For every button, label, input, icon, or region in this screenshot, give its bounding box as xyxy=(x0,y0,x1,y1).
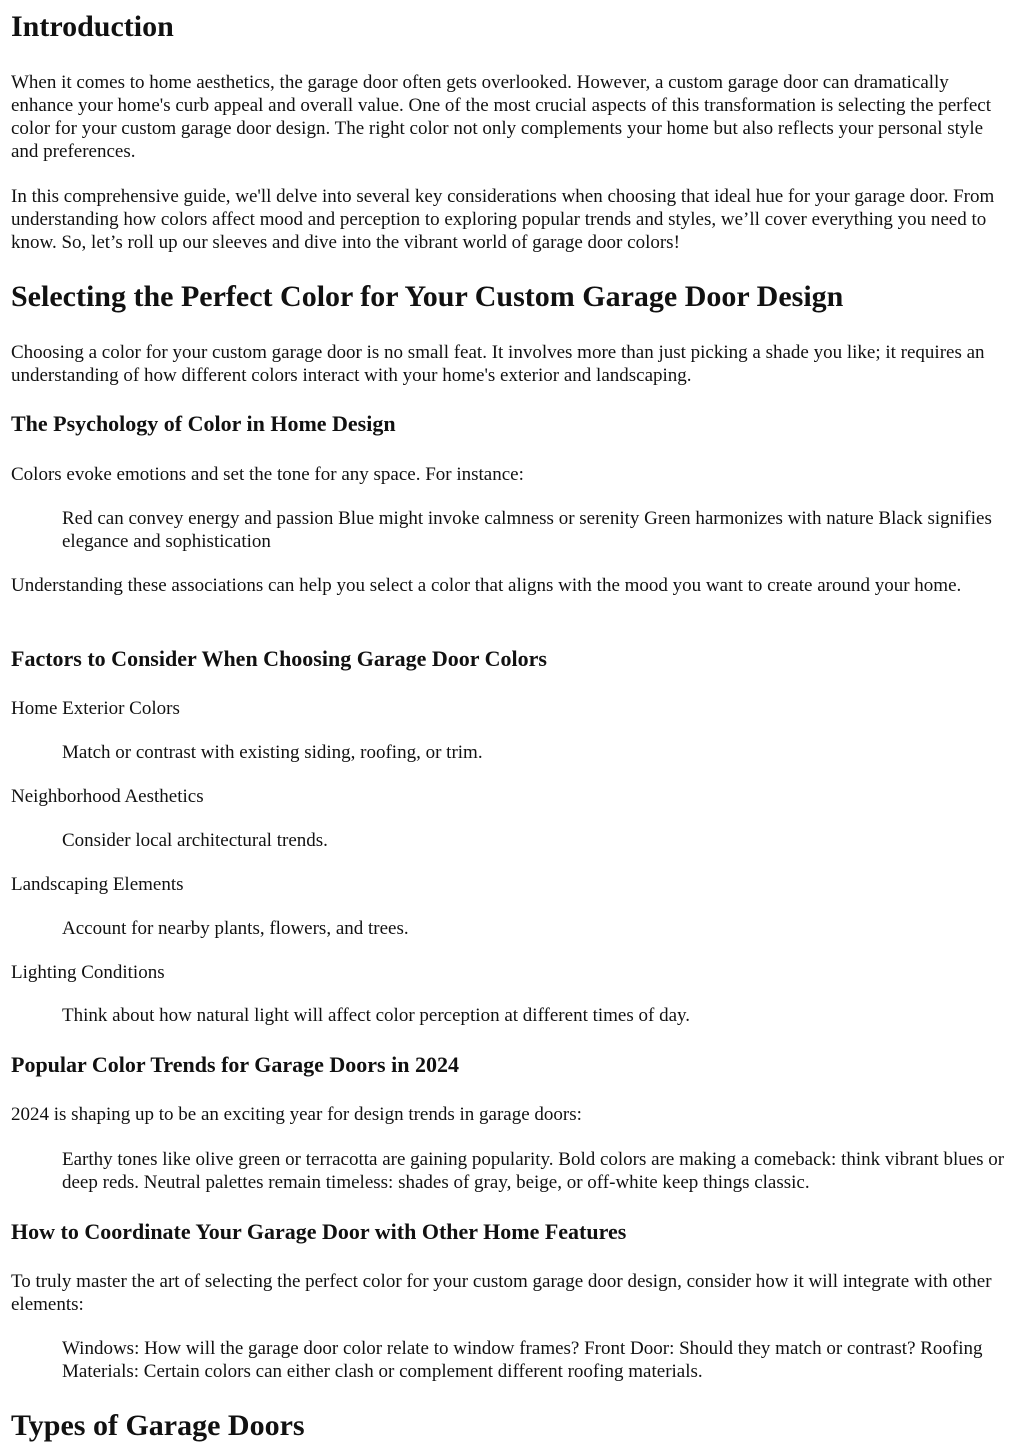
heading-coordinate: How to Coordinate Your Garage Door with Other Home Features xyxy=(11,1219,627,1244)
intro-paragraph-1: When it comes to home aesthetics, the garage door often gets overlooked. However, a custom garage door can dramatically enhance your home's curb appeal and overall value. One of the most crucial aspects of this transformation is selecting the perfect color for your custom garage door design. The right color not only complements your home but also reflects your personal style and preferences. xyxy=(11,72,991,162)
intro-paragraph-2: In this comprehensive guide, we'll delve into several key considerations when choosing that ideal hue for your garage door. From understanding how colors affect mood and perception to exploring popular trends and styles, we’ll cover everything you need to know. So, let’s roll up our sleeves and dive into the vibrant world of garage door colors! xyxy=(11,186,995,253)
factor-description: Account for nearby plants, flowers, and trees. xyxy=(62,918,409,939)
coordinate-paragraph: To truly master the art of selecting the perfect color for your custom garage door design, consider how it will integrate with other elements: xyxy=(11,1271,992,1315)
factor-description: Think about how natural light will affect color perception at different times of day. xyxy=(62,1005,691,1026)
factor-description: Match or contrast with existing siding, roofing, or trim. xyxy=(62,742,483,763)
factor-term: Landscaping Elements xyxy=(11,874,184,895)
heading-selecting-color: Selecting the Perfect Color for Your Custom Garage Door Design xyxy=(11,280,844,313)
trends-paragraph: 2024 is shaping up to be an exciting year for design trends in garage doors: xyxy=(11,1104,582,1125)
heading-trends: Popular Color Trends for Garage Doors in 2024 xyxy=(11,1052,459,1077)
psychology-paragraph-2: Understanding these associations can help you select a color that aligns with the mood you want to create around your home. xyxy=(11,575,962,596)
coordinate-quote: Windows: How will the garage door color relate to window frames? Front Door: Should they match or contrast? Roofing Materials: Certain colors can either clash or complement different roofing materials. xyxy=(62,1338,983,1382)
trends-quote: Earthy tones like olive green or terracotta are gaining popularity. Bold colors are making a comeback: think vibrant blues or deep reds. Neutral palettes remain timeless: shades of gray, beige, or off-white keep things classic. xyxy=(62,1149,1005,1193)
psychology-quote: Red can convey energy and passion Blue might invoke calmness or serenity Green harmonizes with nature Black signifies elegance and sophistication xyxy=(62,508,992,552)
heading-psychology: The Psychology of Color in Home Design xyxy=(11,411,396,436)
psychology-paragraph-1: Colors evoke emotions and set the tone for any space. For instance: xyxy=(11,464,524,485)
factor-description: Consider local architectural trends. xyxy=(62,830,328,851)
factor-term: Lighting Conditions xyxy=(11,962,165,983)
heading-factors: Factors to Consider When Choosing Garage Door Colors xyxy=(11,646,547,671)
heading-introduction: Introduction xyxy=(11,10,174,43)
factor-term: Neighborhood Aesthetics xyxy=(11,786,204,807)
heading-types: Types of Garage Doors xyxy=(11,1409,305,1442)
selecting-paragraph: Choosing a color for your custom garage door is no small feat. It involves more than just picking a shade you like; it requires an understanding of how different colors interact with your home's exterior and landscaping. xyxy=(11,342,985,386)
factor-term: Home Exterior Colors xyxy=(11,698,180,719)
